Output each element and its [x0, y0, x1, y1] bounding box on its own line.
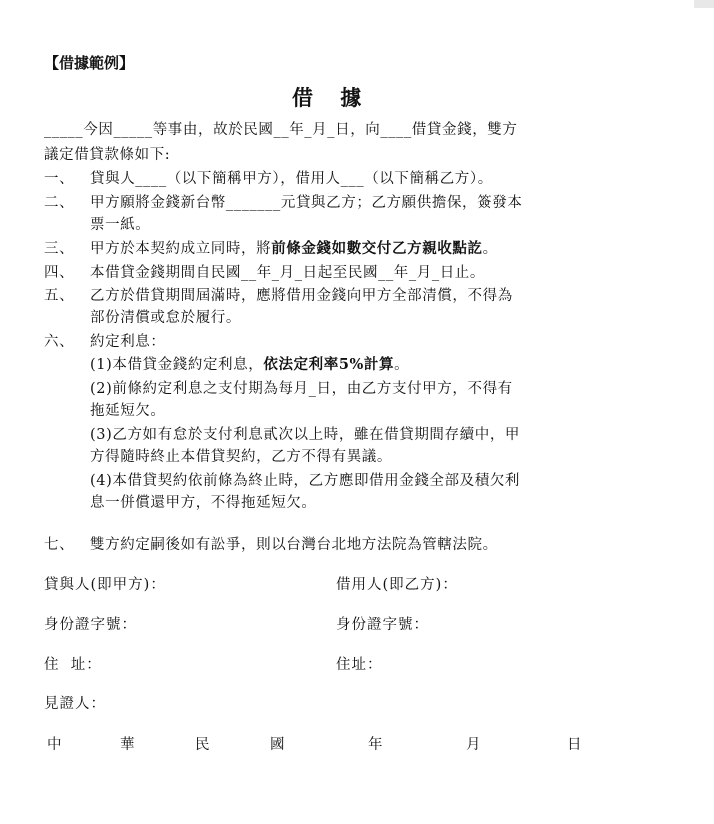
- clause-7-text: 雙方約定嗣後如有訟爭，則以台灣台北地方法院為管轄法院。: [90, 537, 498, 553]
- lender-address-label: 住 址：: [44, 657, 102, 673]
- date-hua: 華: [120, 737, 135, 753]
- clause-3-emphasis: 前條金錢如數交付乙方親收點訖: [271, 240, 483, 257]
- clause-7-number: 七、: [44, 537, 75, 553]
- clause-3-text-pre: 甲方於本契約成立同時，將: [90, 241, 272, 257]
- borrower-label: 借用人(即乙方)：: [336, 577, 458, 593]
- clause-6-item-1: [90, 353, 409, 374]
- date-guo: 國: [270, 737, 285, 753]
- intro-line-2: 議定借貸款條如下:: [44, 147, 171, 163]
- clause-3-text: [90, 237, 498, 258]
- clause-3-number: 三、: [44, 241, 75, 257]
- lender-id-label: 身份證字號：: [44, 617, 137, 633]
- clause-6-item-4-line-2: 息一併償還甲方，不得拖延短欠。: [90, 495, 317, 511]
- clause-6-number: 六、: [44, 334, 75, 350]
- date-day: 日: [567, 737, 582, 753]
- clause-5-number: 五、: [44, 288, 75, 304]
- clause-6-item-3-line-1: (3)乙方如有怠於支付利息貳次以上時，雖在借貸期間存續中，甲: [90, 427, 521, 443]
- clause-2-number: 二、: [44, 195, 75, 211]
- clause-3-text-post: 。: [482, 241, 498, 257]
- clause-6-text: 約定利息：: [90, 334, 166, 350]
- witness-label: 見證人：: [44, 696, 106, 712]
- clause-6-item-3-line-2: 方得隨時終止本借貸契約，乙方不得有異議。: [90, 449, 392, 465]
- clause-6-item-2-line-2: 拖延短欠。: [90, 403, 166, 419]
- document-title: 借 據: [292, 85, 372, 110]
- clause-2-line-1: 甲方願將金錢新台幣_______元貸與乙方；乙方願供擔保，簽發本: [90, 195, 523, 211]
- intro-line-1: _____今因_____等事由，故於民國__年_月_日，向____借貸金錢，雙方: [44, 122, 518, 138]
- clause-6-item-2-line-1: (2)前條約定利息之支付期為每月_日，由乙方支付甲方，不得有: [90, 381, 513, 397]
- clause-4-number: 四、: [44, 265, 75, 281]
- clause-2-line-2: 票一紙。: [90, 217, 151, 233]
- borrower-address-label: 住址：: [336, 657, 383, 673]
- clause-1-text: 貸與人____（以下簡稱甲方），借用人___（以下簡稱乙方）。: [90, 171, 493, 187]
- date-min: 民: [195, 737, 210, 753]
- clause-6-item-1-post: 。: [394, 357, 410, 373]
- clause-6-item-4-line-1: (4)本借貸契約依前條為終止時，乙方應即借用金錢全部及積欠利: [90, 473, 521, 489]
- date-month: 月: [466, 737, 481, 753]
- page-corner-mark: [694, 0, 714, 8]
- clause-4-text: 本借貸金錢期間自民國__年_月_日起至民國__年_月_日止。: [90, 265, 485, 281]
- clause-5-line-1: 乙方於借貸期間屆滿時，應將借用金錢向甲方全部清償，不得為: [90, 288, 513, 304]
- lender-label: 貸與人(即甲方)：: [44, 577, 166, 593]
- clause-6-item-1-pre: (1)本借貸金錢約定利息，: [90, 357, 264, 373]
- clause-5-line-2: 部份清償或怠於履行。: [90, 310, 241, 326]
- borrower-id-label: 身份證字號：: [336, 617, 429, 633]
- date-zhong: 中: [47, 737, 62, 753]
- date-year: 年: [368, 737, 383, 753]
- clause-1-number: 一、: [44, 171, 75, 187]
- sample-label: 【借據範例】: [44, 54, 135, 72]
- clause-6-item-1-emphasis: 依法定利率5%計算: [263, 356, 395, 373]
